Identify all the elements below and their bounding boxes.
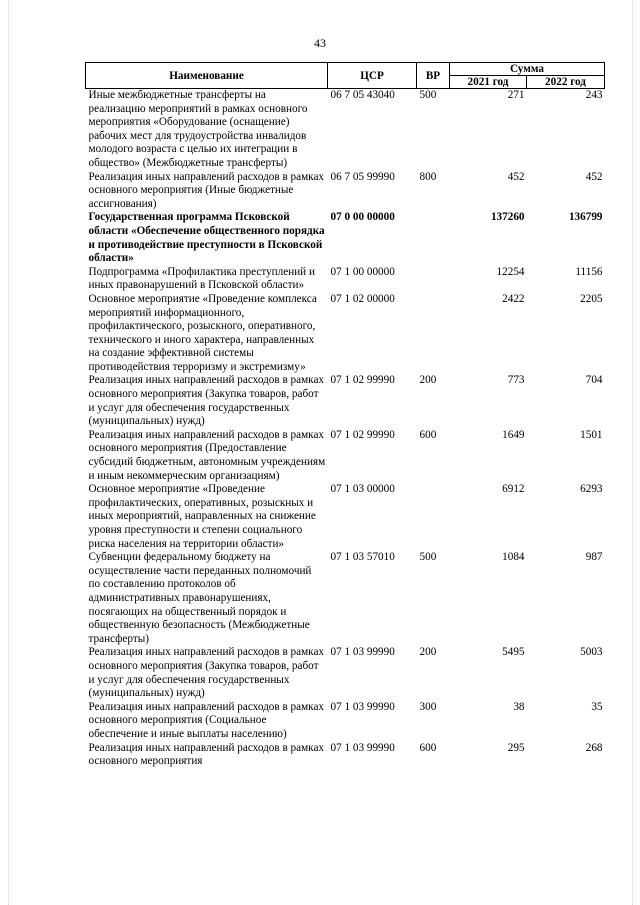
- row-vr-code: 200: [419, 646, 437, 659]
- row-amount-2022: 11156: [575, 265, 603, 278]
- row-csr-code: 07 1 02 99990: [330, 428, 395, 441]
- row-name: Реализация иных направлений расходов в рамках основного мероприятия (Социальное обеспечение и иные выплаты населению): [88, 700, 325, 740]
- row-vr-code: 200: [419, 374, 437, 387]
- page-number: 43: [314, 36, 326, 50]
- row-amount-2022: 268: [585, 741, 603, 754]
- row-amount-2021: 271: [507, 89, 525, 101]
- table-body: [86, 89, 605, 769]
- row-amount-2022: 243: [585, 89, 603, 101]
- row-amount-2021: 38: [513, 700, 525, 713]
- row-name: Реализация иных направлений расходов в рамках основного мероприятия (Закупка товаров, работ и услуг для обеспечения государственных (муниципальных) нужд): [88, 646, 325, 700]
- row-name: Реализация иных направлений расходов в рамках основного мероприятия (Иные бюджетные ассигнования): [88, 170, 325, 210]
- row-name: Основное мероприятие «Проведение профилактических, оперативных, розыскных и иных мероприятий, направленных на снижение уровня преступности и степени социального риска населения на территории области»: [88, 483, 316, 550]
- row-vr-code: [417, 211, 450, 265]
- row-name: Реализация иных направлений расходов в рамках основного мероприятия (Закупка товаров, работ и услуг для обеспечения государственных (муниципальных) нужд): [88, 374, 325, 428]
- row-vr-code: [417, 483, 450, 551]
- row-csr-code: 06 7 05 43040: [330, 89, 395, 101]
- header-sum: Сумма: [450, 63, 605, 76]
- table-row: [86, 266, 605, 293]
- row-name: Субвенции федеральному бюджету на осуществление части переданных полномочий по составлению протоколов об административных правонарушениях, посягающих на общественный порядок и общественную безопасность (Межбюджетные трансферты): [88, 551, 312, 645]
- row-csr-code: 07 1 00 00000: [330, 265, 395, 278]
- table-row: [86, 171, 605, 212]
- row-amount-2022: 2205: [580, 292, 603, 305]
- row-amount-2021: 5495: [502, 646, 525, 659]
- row-csr-code: 07 1 03 99990: [330, 646, 395, 659]
- budget-table: [85, 62, 605, 769]
- table-row: [86, 89, 605, 171]
- table-row: [86, 429, 605, 483]
- row-amount-2021: 2422: [502, 292, 525, 305]
- row-amount-2021: 452: [507, 170, 525, 183]
- row-vr-code: 600: [419, 741, 437, 754]
- row-vr-code: 500: [419, 89, 437, 101]
- row-csr-code: 07 1 03 00000: [330, 483, 395, 496]
- row-name: Иные межбюджетные трансферты на реализацию мероприятий в рамках основного мероприятия «Оборудование (оснащение) рабочих мест для трудоустройства инвалидов молодого возраста с целью их интеграции в общество» (Межбюджетные трансферты): [88, 89, 308, 169]
- row-amount-2022: 6293: [580, 483, 603, 496]
- header-vr: ВР: [417, 63, 450, 89]
- row-amount-2022: 35: [591, 700, 603, 713]
- row-amount-2022: 704: [585, 374, 603, 387]
- row-csr-code: 07 1 02 99990: [330, 374, 395, 387]
- row-amount-2022: 1501: [580, 428, 603, 441]
- row-csr-code: 07 1 03 57010: [330, 551, 395, 564]
- row-vr-code: 800: [419, 170, 437, 183]
- row-amount-2022: 452: [585, 170, 603, 183]
- header-csr: ЦСР: [328, 63, 417, 89]
- table-row: [86, 646, 605, 700]
- row-amount-2021: 6912: [502, 483, 525, 496]
- row-csr-code: 07 1 03 99990: [330, 700, 395, 713]
- header-name: Наименование: [86, 63, 328, 89]
- row-csr-code: 06 7 05 99990: [330, 170, 395, 183]
- header-year-2021: 2021 год: [450, 76, 527, 89]
- table-header: [86, 63, 605, 89]
- row-amount-2022: 5003: [580, 646, 603, 659]
- table-row: [86, 211, 605, 265]
- table-row: [86, 742, 605, 769]
- row-amount-2021: 12254: [496, 265, 525, 278]
- table-row: [86, 701, 605, 742]
- row-vr-code: 600: [419, 428, 437, 441]
- row-csr-code: 07 1 03 99990: [330, 741, 395, 754]
- row-amount-2022: 136799: [568, 211, 603, 224]
- header-year-2022: 2022 год: [527, 76, 605, 89]
- row-name: Реализация иных направлений расходов в рамках основного мероприятия: [88, 741, 325, 768]
- row-name: Государственная программа Псковской области «Обеспечение общественного порядка и противодействие преступности в Псковской области»: [88, 211, 325, 265]
- row-name: Подпрограмма «Профилактика преступлений и иных правонарушений в Псковской области»: [88, 265, 315, 292]
- table-row: [86, 374, 605, 428]
- row-name: Реализация иных направлений расходов в рамках основного мероприятия (Предоставление субсидий бюджетным, автономным учреждениям и иным некоммерческим организациям): [88, 428, 326, 482]
- scan-edge-right: [632, 0, 633, 905]
- row-csr-code: 07 1 02 00000: [330, 292, 395, 305]
- row-vr-code: 500: [419, 551, 437, 564]
- scan-edge-left: [8, 0, 9, 905]
- row-amount-2021: 137260: [490, 211, 525, 224]
- table-row: [86, 551, 605, 646]
- row-csr-code: 07 0 00 00000: [330, 211, 395, 224]
- row-amount-2021: 773: [507, 374, 525, 387]
- row-amount-2022: 987: [585, 551, 603, 564]
- row-amount-2021: 295: [507, 741, 525, 754]
- row-name: Основное мероприятие «Проведение комплекса мероприятий информационного, профилактического, розыскного, оперативного, технического и иного характера, направленных на создание эффективной системы противодействия терроризму и экстремизму»: [88, 292, 317, 373]
- row-amount-2021: 1084: [502, 551, 525, 564]
- table-row: [86, 483, 605, 551]
- row-vr-code: 300: [419, 700, 437, 713]
- table-row: [86, 293, 605, 375]
- row-vr-code: [417, 266, 450, 293]
- row-amount-2021: 1649: [502, 428, 525, 441]
- row-vr-code: [417, 293, 450, 375]
